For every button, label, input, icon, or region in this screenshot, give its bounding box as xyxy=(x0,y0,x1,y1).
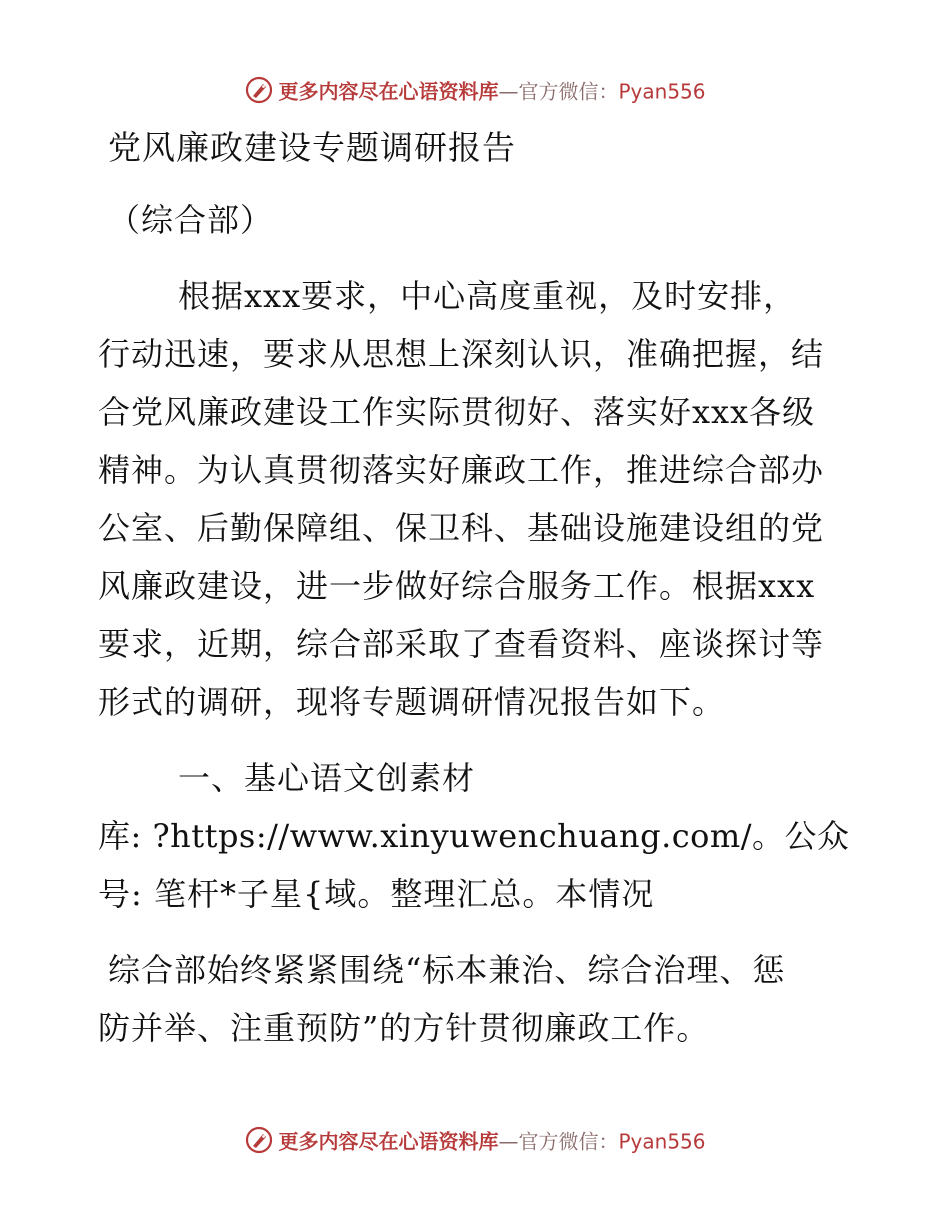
section-heading-line: 库: ?https://www.xinyuwenchuang.com/。公众 xyxy=(98,817,850,855)
section-heading: 一、基心语文创素材 xyxy=(178,759,476,797)
watermark-dash: — xyxy=(498,79,519,104)
body-line: 综合部始终紧紧围绕“标本兼治、综合治理、惩 xyxy=(108,951,786,989)
watermark-library-text: 更多内容尽在心语资料库 xyxy=(278,1129,499,1154)
footer-watermark xyxy=(0,1126,950,1156)
pen-nib-seal-icon xyxy=(244,75,274,105)
document-title: 党风廉政建设专题调研报告 xyxy=(108,128,516,167)
body-line: 公室、后勤保障组、保卫科、基础设施建设组的党 xyxy=(98,509,825,547)
body-line: 根据xxx要求，中心高度重视，及时安排， xyxy=(178,277,797,315)
body-line: 风廉政建设，进一步做好综合服务工作。根据xxx xyxy=(98,567,816,605)
header-watermark xyxy=(0,76,950,106)
watermark-wechat-id: Pyan556 xyxy=(618,79,706,104)
body-line: 行动迅速，要求从思想上深刻认识，准确把握，结 xyxy=(98,335,825,373)
watermark-official-label: 官方微信： xyxy=(518,1129,619,1154)
body-line: 合党风廉政建设工作实际贯彻好、落实好xxx各级 xyxy=(98,393,816,431)
watermark-library-text: 更多内容尽在心语资料库 xyxy=(278,79,499,104)
body-line: 形式的调研，现将专题调研情况报告如下。 xyxy=(98,683,726,721)
pen-nib-seal-icon xyxy=(244,1125,274,1155)
section-heading-line: 号: 笔杆*子星{域。整理汇总。本情况 xyxy=(98,875,655,913)
department-label: （综合部） xyxy=(108,201,274,239)
body-line: 精神。为认真贯彻落实好廉政工作，推进综合部办 xyxy=(98,451,825,489)
watermark-official-label: 官方微信： xyxy=(518,79,619,104)
body-line: 防并举、注重预防”的方针贯彻廉政工作。 xyxy=(98,1009,710,1047)
body-line: 要求，近期，综合部采取了查看资料、座谈探讨等 xyxy=(98,625,825,663)
watermark-dash: — xyxy=(498,1129,519,1154)
watermark-wechat-id: Pyan556 xyxy=(618,1129,706,1154)
